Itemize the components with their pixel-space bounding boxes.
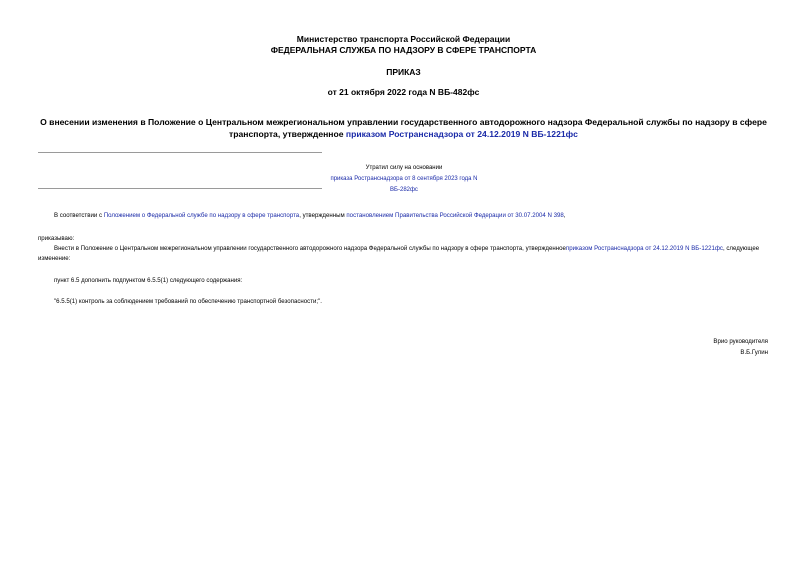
regulation-link[interactable]: Положением о Федеральной службе по надзору в сфере транспорта <box>103 212 300 219</box>
preamble-text-3: , <box>563 212 566 219</box>
divider-top <box>38 152 322 153</box>
signature-name: В.Б.Гулин <box>740 349 768 356</box>
order-word: приказываю: <box>38 235 75 242</box>
amendment-suffix: , следующее изменение: <box>38 245 760 262</box>
status-note-text: Утратил силу на основании <box>365 165 443 171</box>
resolution-link[interactable]: постановлением Правительства Российской Федерации от 30.07.2004 N 398 <box>346 212 564 219</box>
amendment-paragraph <box>38 244 768 264</box>
ministry-name: Министерство транспорта Российской Федерации <box>296 34 511 44</box>
preamble-text-1: В соответствии с <box>54 212 104 219</box>
preamble-text-2: , утвержденным <box>299 212 347 219</box>
status-note-link[interactable]: приказа Ространснадзора от 8 сентября 2023 года N ВБ-282фс <box>330 176 478 193</box>
preamble-paragraph <box>54 211 774 221</box>
clause-content-paragraph: "6.5.5(1) контроль за соблюдением требований по обеспечению транспортной безопасности;". <box>54 298 322 305</box>
document-date-number: от 21 октября 2022 года N ВБ-482фс <box>327 87 480 97</box>
title-link[interactable]: приказом Ространснадзора от 24.12.2019 N ВБ-1221фс <box>345 129 578 139</box>
amendment-text: Внести в Положение о Центральном межрегиональном управлении государственного автодорожного надзора Федеральной службы по надзору в сфере транспорта, утвержденное <box>54 245 566 252</box>
document-type: ПРИКАЗ <box>386 67 421 77</box>
title-text: О внесении изменения в Положение о Центральном межрегиональном управлении государственного автодорожного надзора Федеральной службы по надзору в сфере транспорта, утвержденное <box>40 117 767 139</box>
document-title <box>32 116 775 140</box>
signature-position: Врио руководителя <box>713 338 768 345</box>
amendment-link[interactable]: приказом Ространснадзора от 24.12.2019 N ВБ-1221фс <box>565 245 723 252</box>
status-note <box>320 163 488 196</box>
divider-bottom <box>38 188 322 189</box>
service-name: ФЕДЕРАЛЬНАЯ СЛУЖБА ПО НАДЗОРУ В СФЕРЕ ТРАНСПОРТА <box>270 45 537 55</box>
clause-paragraph: пункт 6.5 дополнить подпунктом 6.5.5(1) следующего содержания: <box>54 277 243 284</box>
